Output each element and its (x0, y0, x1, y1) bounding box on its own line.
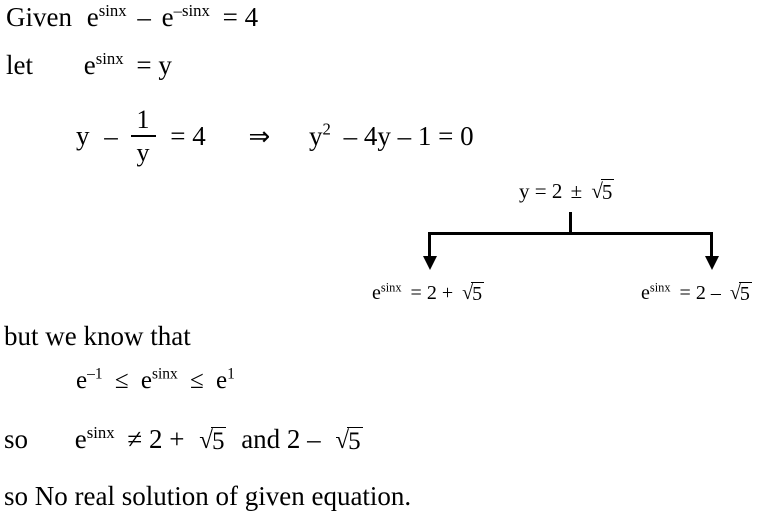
bound-sup2: sinx (151, 365, 178, 383)
given-minus: – (137, 2, 151, 32)
branch-bar-horizontal (428, 232, 713, 235)
given-sup1: sinx (98, 1, 127, 20)
bound-le2: ≤ (190, 367, 204, 394)
quadratic-rest: – 4y – 1 = 0 (343, 120, 474, 151)
bound-sup1: –1 (87, 365, 103, 383)
line-let (6, 50, 172, 81)
branch-left-eq: = 2 + (410, 282, 454, 304)
branch-left-equation (372, 281, 484, 305)
given-e1: e (86, 2, 99, 32)
sqrt-5-left (460, 281, 484, 305)
radical-symbol-icon: √ (591, 179, 603, 203)
branch-right-e: e (641, 282, 650, 304)
branch-right-eq: = 2 – (679, 282, 721, 304)
fraction-numerator: 1 (136, 105, 150, 134)
line-fraction-equation (76, 105, 474, 169)
so-word: so (4, 424, 29, 454)
let-equals-y: = y (136, 50, 172, 80)
bound-e1: e (76, 367, 88, 394)
radical-symbol-icon: √ (199, 427, 213, 454)
branch-left-sup: sinx (380, 280, 402, 295)
fraction-one-over-y (131, 106, 156, 167)
so-e: e (74, 424, 87, 454)
quadratic-y: y (309, 120, 323, 151)
quadratic-exponent: 2 (322, 119, 331, 139)
root-label-lhs: y = 2 (519, 179, 563, 203)
frac-minus: – (104, 120, 118, 151)
let-sup: sinx (95, 49, 124, 68)
frac-equals-4: = 4 (170, 120, 206, 151)
sqrt-5-right (728, 281, 752, 305)
line-given (6, 2, 258, 33)
radicand: 5 (348, 428, 361, 455)
branch-left-vertical (428, 232, 431, 259)
line-bounds (76, 367, 235, 395)
radicand: 5 (472, 283, 483, 305)
sqrt-5-root-label (589, 178, 614, 204)
radical-symbol-icon: √ (462, 282, 474, 304)
radicand: 5 (601, 180, 613, 204)
branch-left-e: e (372, 282, 381, 304)
bound-e2: e (140, 367, 152, 394)
so-and: and 2 – (241, 424, 321, 454)
branch-right-sup: sinx (649, 280, 671, 295)
branch-right-arrowhead-icon (705, 256, 719, 270)
given-sup2: –sinx (173, 1, 210, 20)
line-conclusion: so No real solution of given equation. (4, 481, 412, 511)
branch-left-arrowhead-icon (423, 256, 437, 270)
branch-right-vertical (710, 232, 713, 259)
line-but-we-know: but we know that (4, 321, 191, 351)
line-so-not-equal (4, 424, 363, 455)
given-word: Given (6, 2, 72, 32)
fraction-denominator: y (136, 138, 150, 168)
bound-e3: e (216, 367, 228, 394)
let-e: e (83, 50, 96, 80)
radical-symbol-icon: √ (335, 427, 350, 454)
branch-connector (425, 212, 715, 274)
radical-symbol-icon: √ (729, 282, 741, 304)
so-sup: sinx (86, 423, 115, 442)
given-equals: = 4 (222, 2, 259, 32)
radicand: 5 (739, 283, 750, 305)
given-e2: e (161, 2, 174, 32)
root-label (519, 178, 614, 204)
bound-le1: ≤ (114, 367, 129, 394)
radicand: 5 (211, 428, 225, 455)
plus-minus-icon: ± (570, 179, 583, 203)
bound-sup3: 1 (227, 365, 235, 383)
branch-stem-vertical (569, 212, 572, 234)
fraction-bar (131, 135, 156, 137)
branch-right-equation (641, 281, 752, 305)
sqrt-5-so-1 (197, 426, 226, 455)
sqrt-5-so-2 (333, 426, 362, 455)
frac-lhs-y: y (76, 120, 90, 151)
implies-arrow-icon: ⇒ (248, 121, 271, 151)
let-word: let (6, 50, 33, 80)
so-neq: ≠ 2 + (127, 424, 185, 454)
